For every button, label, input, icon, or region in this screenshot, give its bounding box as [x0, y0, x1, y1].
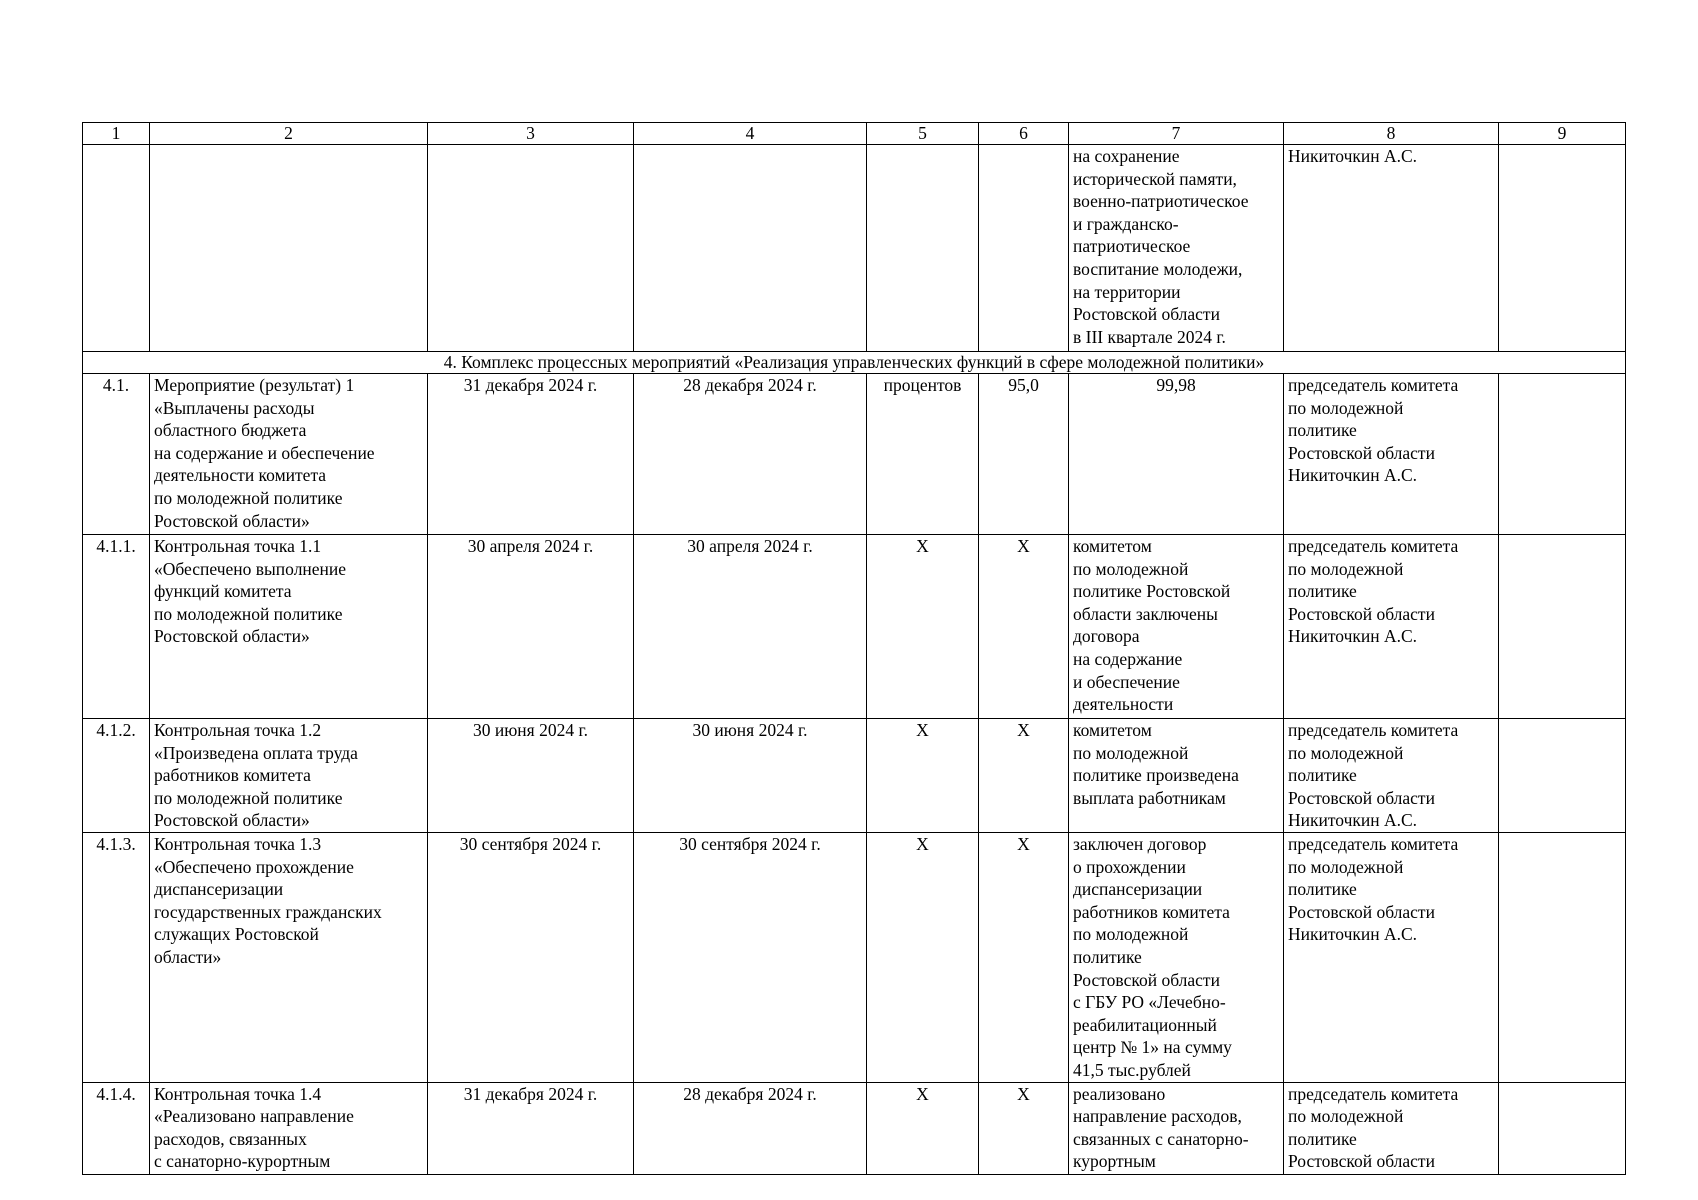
cell-num	[83, 145, 150, 352]
cell-text-line: договора	[1073, 626, 1140, 647]
cell-text-line: заключен договор	[1073, 833, 1207, 854]
cell-unit: X	[867, 1082, 979, 1174]
cell-num: 4.1.1.	[83, 535, 150, 719]
cell-col9	[1499, 719, 1626, 833]
cell-text-line: политике	[1288, 765, 1357, 786]
cell-text-line: в III квартале 2024 г.	[1073, 326, 1226, 347]
cell-fact-date: 28 декабря 2024 г.	[634, 374, 867, 535]
cell-num: 4.1.2.	[83, 719, 150, 833]
cell-text-line: 99,98	[1156, 375, 1196, 395]
cell-text-line: с санаторно-курортным	[154, 1151, 331, 1172]
column-header-5: 5	[867, 123, 979, 145]
cell-text-line: по молодежной	[1288, 1106, 1404, 1127]
cell-plan-value	[979, 145, 1069, 352]
cell-text-line: по молодежной политике	[154, 787, 343, 808]
cell-text-line: комитетом	[1073, 536, 1152, 556]
cell-responsible	[1284, 535, 1499, 719]
cell-text-line: политике	[1288, 1128, 1357, 1149]
cell-fact-date	[634, 145, 867, 352]
cell-text-line: области заключены	[1073, 603, 1218, 624]
cell-text-line: по молодежной	[1288, 558, 1404, 579]
cell-text-line: Никиточкин А.С.	[1288, 146, 1418, 166]
cell-text-line: политике	[1288, 879, 1357, 900]
cell-name	[150, 832, 428, 1082]
cell-num: 4.1.4.	[83, 1082, 150, 1174]
cell-text-line: работников комитета	[1073, 901, 1230, 922]
cell-text-line: Ростовской области	[1288, 442, 1435, 463]
cell-text-line: на содержание	[1073, 648, 1183, 669]
cell-fact-date: 30 сентября 2024 г.	[634, 832, 867, 1082]
cell-text-line: на содержание и обеспечение	[154, 442, 375, 463]
cell-text-line: реализовано	[1073, 1083, 1166, 1104]
cell-text-line: с ГБУ РО «Лечебно-	[1073, 992, 1226, 1013]
cell-text-line: Ростовской области	[1073, 969, 1220, 990]
cell-text-line: Контрольная точка 1.3	[154, 833, 322, 854]
cell-responsible	[1284, 374, 1499, 535]
column-header-2: 2	[150, 123, 428, 145]
section-title: 4. Комплекс процессных мероприятий «Реализация управленческих функций в сфере молодежной политики»	[83, 352, 1626, 374]
cell-text-line: Ростовской области»	[154, 810, 310, 831]
cell-col9	[1499, 535, 1626, 719]
cell-name	[150, 145, 428, 352]
cell-text-line: исторической памяти,	[1073, 168, 1237, 189]
cell-text-line: деятельности	[1073, 694, 1174, 715]
cell-unit: X	[867, 535, 979, 719]
cell-text-line: по молодежной	[1288, 856, 1404, 877]
cell-result	[1069, 832, 1284, 1082]
cell-text-line: Ростовской области	[1288, 603, 1435, 624]
cell-plan-value: X	[979, 535, 1069, 719]
cell-text-line: служащих Ростовской	[154, 924, 319, 945]
cell-text-line: направление расходов,	[1073, 1106, 1242, 1127]
cell-plan-date: 30 сентября 2024 г.	[428, 832, 634, 1082]
cell-num: 4.1.	[83, 374, 150, 535]
cell-plan-date: 31 декабря 2024 г.	[428, 1082, 634, 1174]
cell-text-line: Ростовской области	[1288, 1151, 1435, 1172]
cell-text-line: по молодежной	[1288, 742, 1404, 763]
cell-result	[1069, 145, 1284, 352]
cell-text-line: области»	[154, 946, 222, 967]
cell-text-line: 41,5 тыс.рублей	[1073, 1059, 1191, 1080]
table-row	[83, 374, 1626, 535]
cell-text-line: и гражданско-	[1073, 213, 1179, 234]
cell-fact-date: 30 июня 2024 г.	[634, 719, 867, 833]
cell-fact-date: 30 апреля 2024 г.	[634, 535, 867, 719]
cell-text-line: политике	[1288, 581, 1357, 602]
cell-col9	[1499, 832, 1626, 1082]
cell-plan-date: 30 июня 2024 г.	[428, 719, 634, 833]
cell-plan-date: 31 декабря 2024 г.	[428, 374, 634, 535]
cell-text-line: председатель комитета	[1288, 375, 1459, 395]
cell-name	[150, 535, 428, 719]
cell-text-line: «Обеспечено прохождение	[154, 856, 354, 877]
cell-text-line: реабилитационный	[1073, 1014, 1217, 1035]
cell-text-line: Ростовской области»	[154, 510, 310, 531]
cell-text-line: по молодежной политике	[154, 487, 343, 508]
cell-unit: процентов	[867, 374, 979, 535]
section-row	[83, 352, 1626, 374]
cell-text-line: диспансеризации	[1073, 879, 1203, 900]
cell-text-line: председатель комитета	[1288, 720, 1459, 740]
cell-num: 4.1.3.	[83, 832, 150, 1082]
cell-text-line: работников комитета	[154, 765, 311, 786]
cell-responsible	[1284, 145, 1499, 352]
cell-text-line: расходов, связанных	[154, 1128, 307, 1149]
cell-text-line: диспансеризации	[154, 879, 284, 900]
cell-text-line: Контрольная точка 1.1	[154, 536, 322, 556]
cell-text-line: Никиточкин А.С.	[1288, 810, 1418, 831]
cell-col9	[1499, 374, 1626, 535]
table-row	[83, 535, 1626, 719]
cell-unit	[867, 145, 979, 352]
cell-text-line: патриотическое	[1073, 236, 1191, 257]
cell-text-line: по молодежной	[1073, 924, 1189, 945]
report-table	[82, 122, 1626, 1175]
column-header-7: 7	[1069, 123, 1284, 145]
cell-text-line: Ростовской области	[1288, 901, 1435, 922]
cell-text-line: по молодежной	[1288, 397, 1404, 418]
cell-text-line: председатель комитета	[1288, 536, 1459, 556]
cell-plan-date	[428, 145, 634, 352]
cell-text-line: Ростовской области	[1288, 787, 1435, 808]
column-header-6: 6	[979, 123, 1069, 145]
cell-text-line: Контрольная точка 1.4	[154, 1083, 322, 1104]
cell-unit: X	[867, 832, 979, 1082]
cell-plan-date: 30 апреля 2024 г.	[428, 535, 634, 719]
cell-col9	[1499, 1082, 1626, 1174]
column-header-3: 3	[428, 123, 634, 145]
cell-text-line: «Реализовано направление	[154, 1106, 354, 1127]
cell-text-line: функций комитета	[154, 581, 292, 602]
cell-text-line: по молодежной политике	[154, 603, 343, 624]
cell-unit: X	[867, 719, 979, 833]
cell-text-line: деятельности комитета	[154, 465, 327, 486]
cell-text-line: Никиточкин А.С.	[1288, 626, 1418, 647]
cell-responsible	[1284, 719, 1499, 833]
cell-text-line: на сохранение	[1073, 146, 1180, 166]
cell-text-line: политике Ростовской	[1073, 581, 1231, 602]
continuation-row	[83, 145, 1626, 352]
table-row	[83, 832, 1626, 1082]
cell-text-line: Ростовской области	[1073, 304, 1220, 325]
cell-result	[1069, 719, 1284, 833]
cell-result	[1069, 374, 1284, 535]
cell-text-line: о прохождении	[1073, 856, 1186, 877]
column-header-1: 1	[83, 123, 150, 145]
cell-text-line: по молодежной	[1073, 558, 1189, 579]
cell-plan-value: 95,0	[979, 374, 1069, 535]
cell-text-line: комитетом	[1073, 720, 1152, 740]
cell-text-line: областного бюджета	[154, 420, 307, 441]
column-header-8: 8	[1284, 123, 1499, 145]
cell-text-line: Никиточкин А.С.	[1288, 465, 1418, 486]
cell-text-line: председатель комитета	[1288, 833, 1459, 854]
cell-text-line: по молодежной	[1073, 742, 1189, 763]
cell-plan-value: X	[979, 719, 1069, 833]
table-row	[83, 1082, 1626, 1174]
cell-result	[1069, 535, 1284, 719]
cell-text-line: центр № 1» на сумму	[1073, 1037, 1232, 1058]
cell-text-line: военно-патриотическое	[1073, 191, 1249, 212]
cell-name	[150, 374, 428, 535]
cell-name	[150, 719, 428, 833]
table-row	[83, 719, 1626, 833]
cell-text-line: «Обеспечено выполнение	[154, 558, 347, 579]
cell-plan-value: X	[979, 1082, 1069, 1174]
cell-text-line: политике произведена	[1073, 765, 1239, 786]
cell-responsible	[1284, 832, 1499, 1082]
cell-text-line: Ростовской области»	[154, 626, 310, 647]
cell-text-line: государственных гражданских	[154, 901, 382, 922]
cell-text-line: председатель комитета	[1288, 1083, 1459, 1104]
cell-plan-value: X	[979, 832, 1069, 1082]
cell-text-line: Никиточкин А.С.	[1288, 924, 1418, 945]
cell-col9	[1499, 145, 1626, 352]
column-number-header-row	[83, 123, 1626, 145]
cell-text-line: «Произведена оплата труда	[154, 742, 358, 763]
cell-text-line: связанных с санаторно-	[1073, 1128, 1249, 1149]
cell-text-line: воспитание молодежи,	[1073, 258, 1243, 279]
cell-fact-date: 28 декабря 2024 г.	[634, 1082, 867, 1174]
cell-text-line: Контрольная точка 1.2	[154, 720, 322, 740]
cell-text-line: выплата работникам	[1073, 787, 1226, 808]
cell-result	[1069, 1082, 1284, 1174]
cell-responsible	[1284, 1082, 1499, 1174]
cell-text-line: политике	[1073, 946, 1142, 967]
column-header-9: 9	[1499, 123, 1626, 145]
cell-text-line: Мероприятие (результат) 1	[154, 375, 355, 395]
cell-text-line: «Выплачены расходы	[154, 397, 315, 418]
cell-text-line: на территории	[1073, 281, 1181, 302]
cell-text-line: политике	[1288, 420, 1357, 441]
cell-text-line: курортным	[1073, 1151, 1156, 1172]
cell-name	[150, 1082, 428, 1174]
cell-text-line: и обеспечение	[1073, 671, 1180, 692]
column-header-4: 4	[634, 123, 867, 145]
